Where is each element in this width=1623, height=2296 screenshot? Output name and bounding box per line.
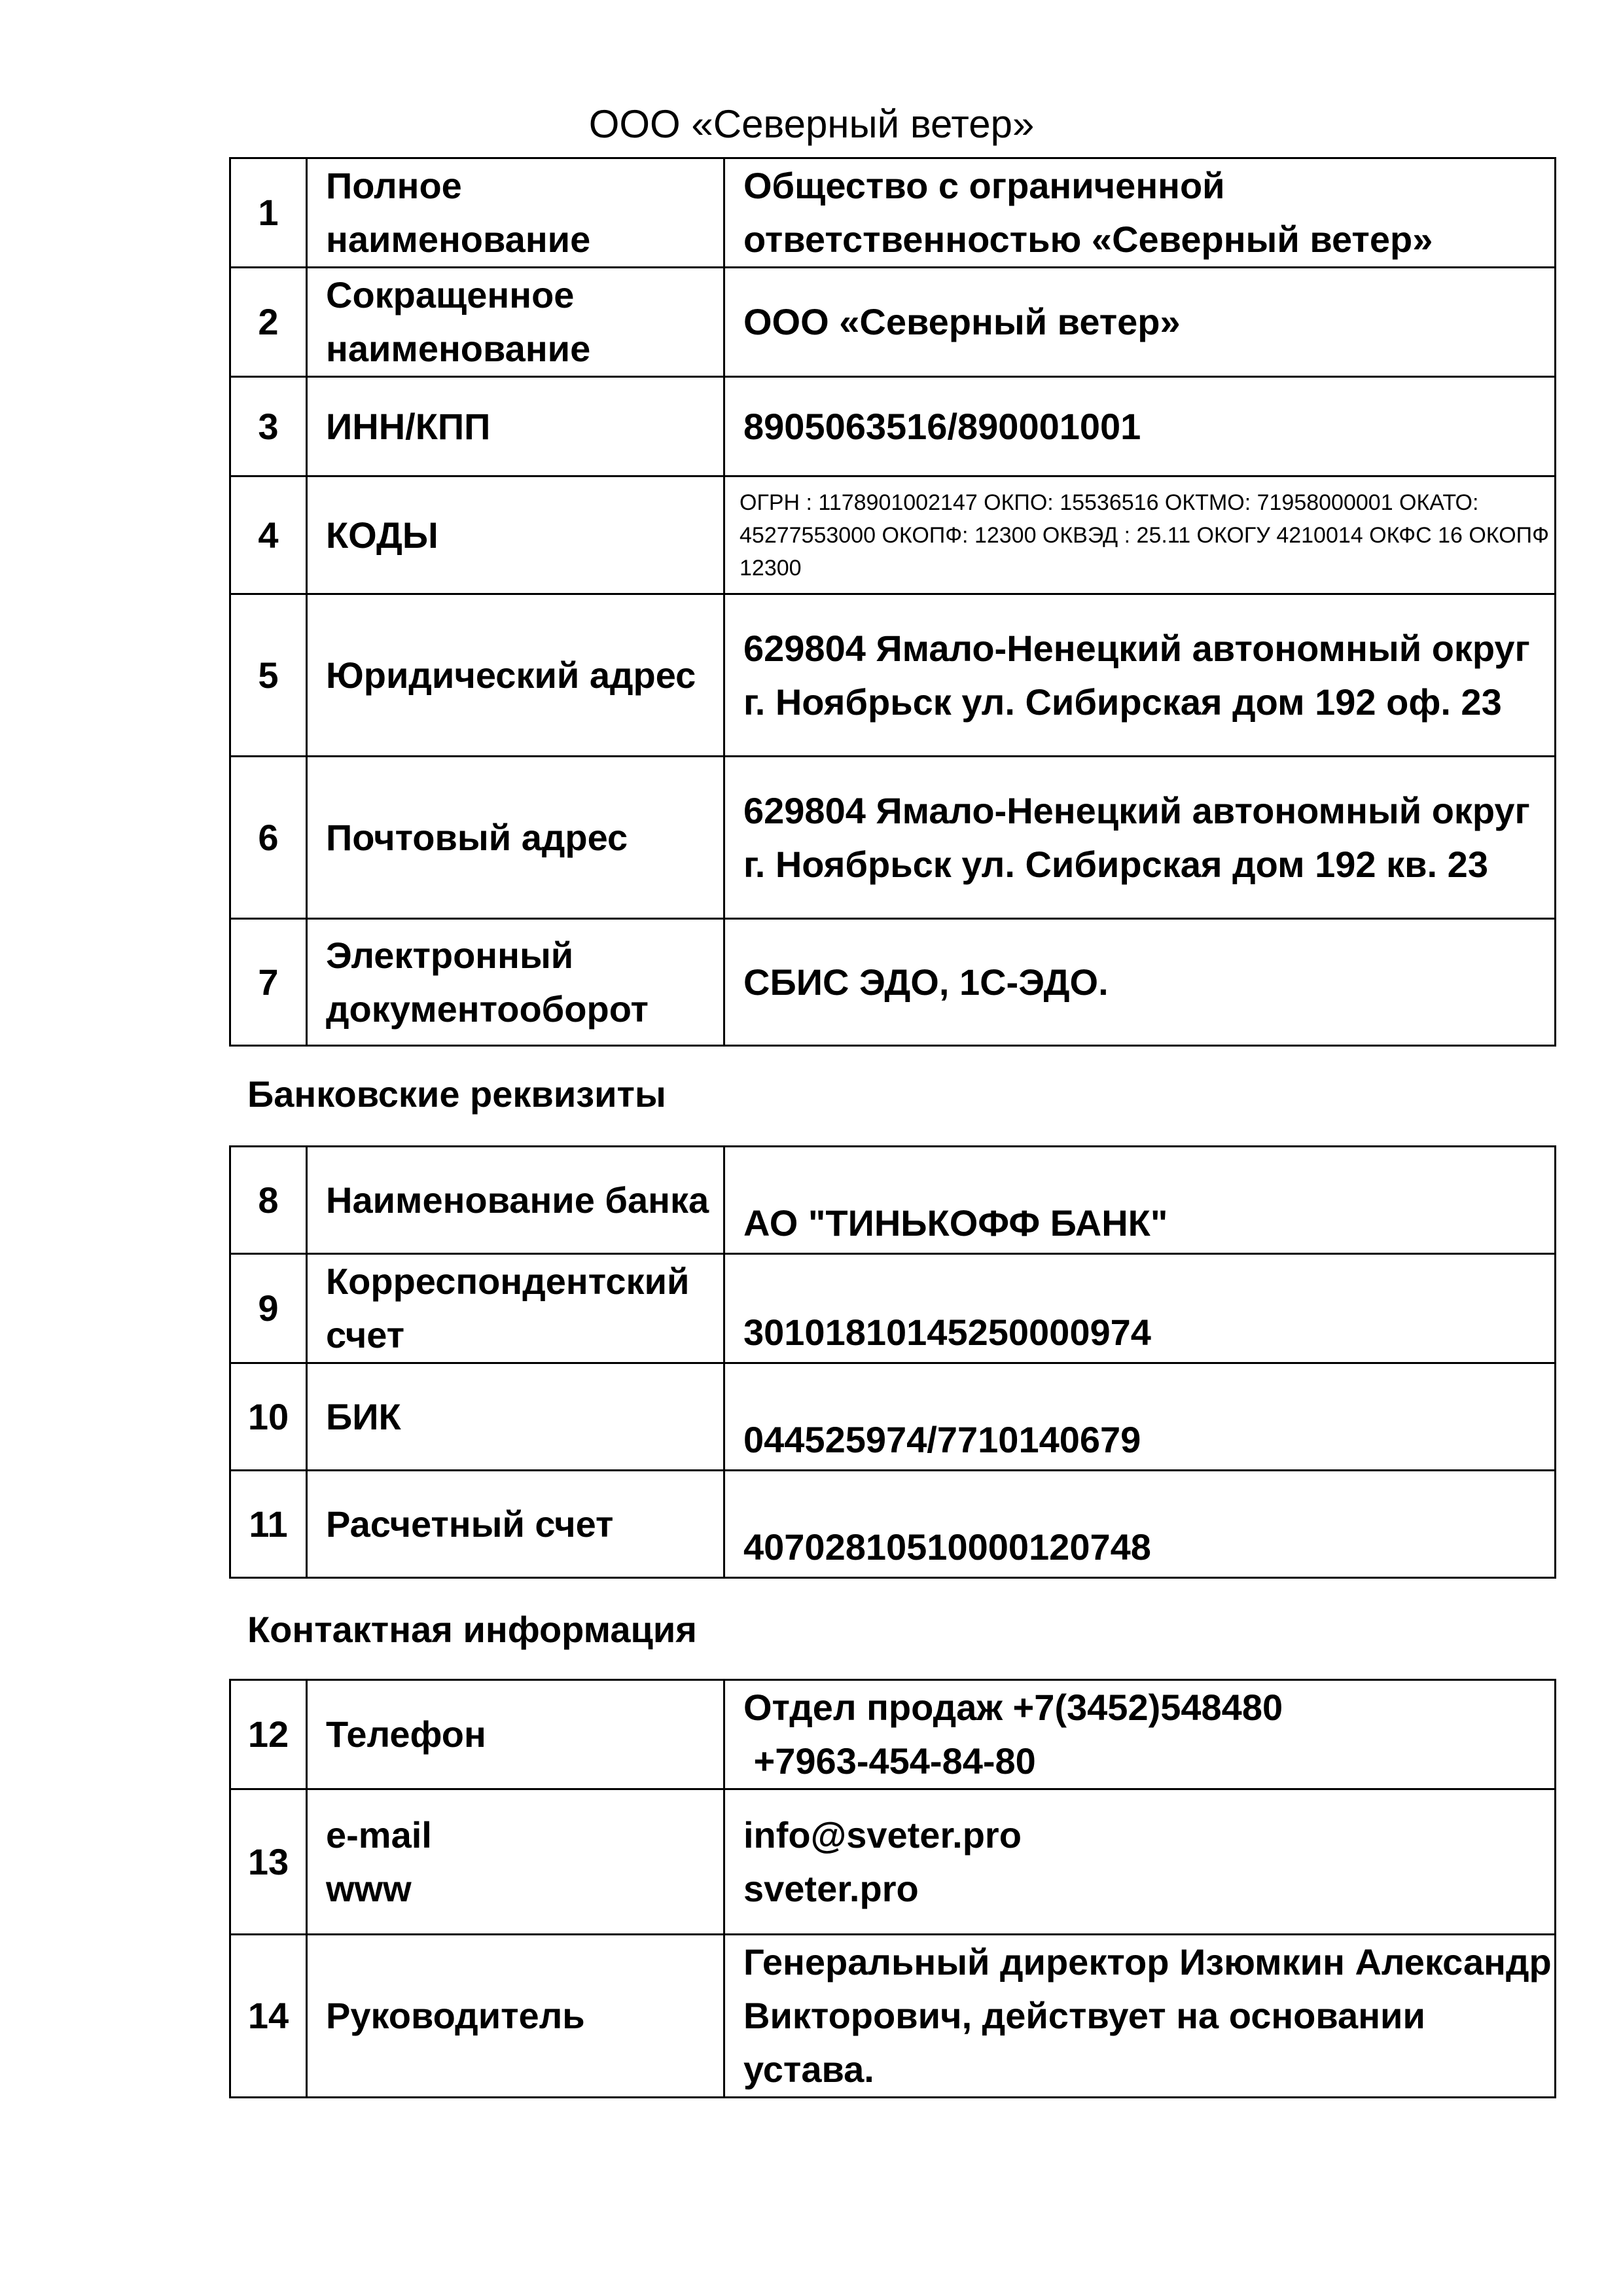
field-value: Генеральный директор Изюмкин Александр Викторович, действует на основании устава. [724, 1935, 1556, 2098]
field-value: 629804 Ямало-Ненецкий автономный округ г. Ноябрьск ул. Сибирская дом 192 оф. 23 [724, 594, 1556, 757]
table-row [230, 1254, 1556, 1363]
field-label: Сокращенное наименование [307, 268, 724, 377]
table-row [230, 1147, 1556, 1254]
row-number: 9 [230, 1254, 307, 1363]
row-number: 12 [230, 1680, 307, 1789]
phone-mobile: +7963-454-84-80 [743, 1740, 1036, 1782]
row-number: 5 [230, 594, 307, 757]
table-row [230, 1680, 1556, 1789]
row-number: 11 [230, 1471, 307, 1578]
phone-sales: Отдел продаж +7(3452)548480 [743, 1687, 1283, 1728]
table-row [230, 1935, 1556, 2098]
field-value: Общество с ограниченной ответственностью «Северный ветер» [724, 158, 1556, 268]
field-label: БИК [307, 1363, 724, 1471]
field-label: КОДЫ [307, 476, 724, 594]
table-row [230, 377, 1556, 476]
table-row [230, 268, 1556, 377]
table-row [230, 757, 1556, 919]
row-number: 13 [230, 1789, 307, 1935]
email-label: e-mail [326, 1814, 432, 1856]
table-row [230, 158, 1556, 268]
row-number: 4 [230, 476, 307, 594]
field-label: Почтовый адрес [307, 757, 724, 919]
row-number: 7 [230, 919, 307, 1046]
field-label [307, 1789, 724, 1935]
bank-details-table [229, 1145, 1556, 1579]
field-label: Расчетный счет [307, 1471, 724, 1578]
website-label: www [326, 1867, 412, 1909]
field-label: Полное наименование [307, 158, 724, 268]
field-value: 30101810145250000974 [724, 1254, 1556, 1363]
field-value: ООО «Северный ветер» [724, 268, 1556, 377]
field-value: АО "ТИНЬКОФФ БАНК" [724, 1147, 1556, 1254]
website-value: sveter.pro [743, 1867, 919, 1909]
row-number: 10 [230, 1363, 307, 1471]
field-value: 8905063516/890001001 [724, 377, 1556, 476]
field-value: СБИС ЭДО, 1С-ЭДО. [724, 919, 1556, 1046]
row-number: 2 [230, 268, 307, 377]
contact-details-table [229, 1679, 1556, 2098]
field-label: Корреспондентский счет [307, 1254, 724, 1363]
company-details-table [229, 157, 1556, 1047]
field-value: 629804 Ямало-Ненецкий автономный округ г. Ноябрьск ул. Сибирская дом 192 кв. 23 [724, 757, 1556, 919]
row-number: 3 [230, 377, 307, 476]
table-row [230, 594, 1556, 757]
field-label: Электронный документооборот [307, 919, 724, 1046]
email-value: info@sveter.pro [743, 1814, 1022, 1856]
row-number: 1 [230, 158, 307, 268]
bank-section-heading: Банковские реквизиты [247, 1073, 666, 1115]
contact-section-heading: Контактная информация [247, 1609, 697, 1650]
field-label: Юридический адрес [307, 594, 724, 757]
field-value [724, 1680, 1556, 1789]
row-number: 6 [230, 757, 307, 919]
row-number: 14 [230, 1935, 307, 2098]
field-value: 044525974/7710140679 [724, 1363, 1556, 1471]
field-value [724, 1789, 1556, 1935]
table-row [230, 476, 1556, 594]
field-label: Наименование банка [307, 1147, 724, 1254]
field-label: Руководитель [307, 1935, 724, 2098]
table-row [230, 1471, 1556, 1578]
field-label: ИНН/КПП [307, 377, 724, 476]
document-title: ООО «Северный ветер» [588, 102, 1035, 146]
field-value: 40702810510000120748 [724, 1471, 1556, 1578]
row-number: 8 [230, 1147, 307, 1254]
table-row [230, 1789, 1556, 1935]
codes-value: ОГРН : 1178901002147 ОКПО: 15536516 ОКТМО: 71958000001 ОКАТО: 45277553000 ОКОПФ: 12300 ОКВЭД : 25.11 ОКОГУ 4210014 ОКФС 16 ОКОПФ 12300 [724, 476, 1556, 594]
table-row [230, 919, 1556, 1046]
table-row [230, 1363, 1556, 1471]
field-label: Телефон [307, 1680, 724, 1789]
